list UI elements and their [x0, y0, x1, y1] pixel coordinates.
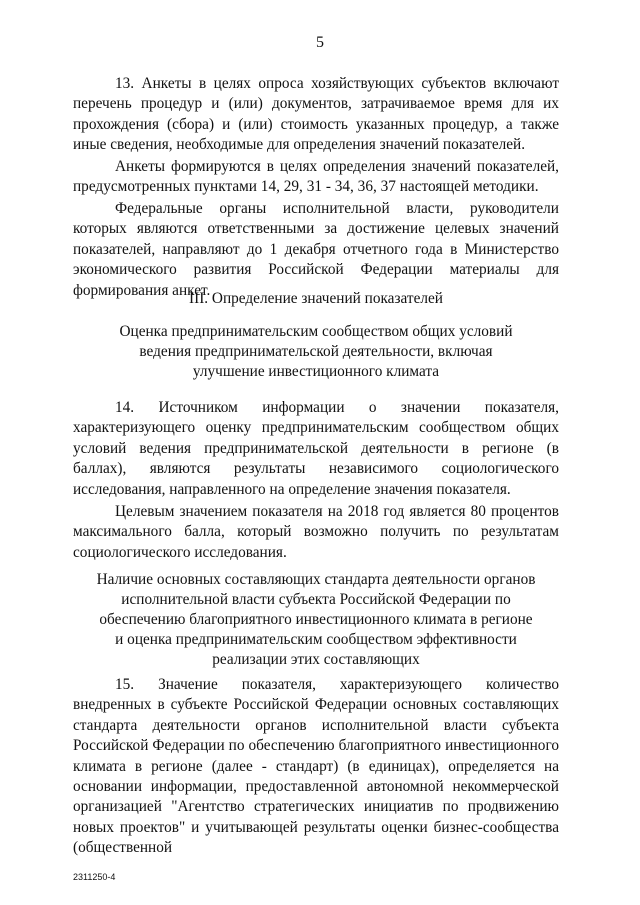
paragraph-15: 15. Значение показателя, характеризующего количество внедренных в субъекте Российской Федерации основных составляющих стандарта деятельности органов исполнительной власти субъекта Российской Федерации по обеспечению благоприятного инвестиционного климата в регионе (далее - стандарт) (в единицах), определяется на основании информации, предоставленной автономной некоммерческой организацией "Агентство стратегических инициатив по продвижению новых проектов" и учитывающей результаты оценки бизнес-сообщества (общественной: [73, 676, 559, 857]
paragraph-14-target: Целевым значением показателя на 2018 год является 80 процентов максимального балла, который возможно получить по результатам социологического исследования.: [73, 503, 559, 561]
section-heading: III. Определение значений показателей: [189, 290, 443, 307]
subsection-heading-1: [73, 322, 559, 382]
paragraph-13-federal-bodies: Федеральные органы исполнительной власти, руководители которых являются ответственными за достижение целевых значений показателей, направляют до 1 декабря отчетного года в Министерство экономического развития Российской Федерации материалы для формирования анкет.: [73, 200, 559, 299]
heading-line: Наличие основных составляющих стандарта деятельности органов: [96, 571, 536, 588]
page-number: 5: [316, 34, 324, 51]
heading-line: и оценка предпринимательским сообществом эффективности: [115, 631, 517, 648]
heading-line: Оценка предпринимательским сообществом общих условий: [119, 323, 513, 340]
heading-line: улучшение инвестиционного климата: [192, 363, 440, 380]
heading-line: обеспечению благоприятного инвестиционного климата в регионе: [99, 611, 533, 628]
paragraph-13-questionnaires: Анкеты формируются в целях определения значений показателей, предусмотренных пунктами 14, 29, 31 - 34, 36, 37 настоящей методики.: [73, 158, 559, 196]
paragraph-14: 14. Источником информации о значении показателя, характеризующего оценку предпринимательским сообществом общих условий ведения предпринимательской деятельности в регионе (в баллах), являются результаты независимого социологического исследования, направленного на определение значения показателя.: [73, 399, 559, 498]
document-code: 2311250-4: [73, 872, 116, 882]
heading-line: ведения предпринимательской деятельности, включая: [139, 343, 493, 360]
heading-line: реализации этих составляющих: [212, 651, 420, 668]
paragraph-13: 13. Анкеты в целях опроса хозяйствующих субъектов включают перечень процедур и (или) документов, затрачиваемое время для их прохождения (сбора) и (или) стоимость указанных процедур, а также иные сведения, необходимые для определения значений показателей.: [73, 75, 559, 154]
heading-line: исполнительной власти субъекта Российской Федерации по: [121, 591, 511, 608]
subsection-heading-2: [73, 570, 559, 670]
